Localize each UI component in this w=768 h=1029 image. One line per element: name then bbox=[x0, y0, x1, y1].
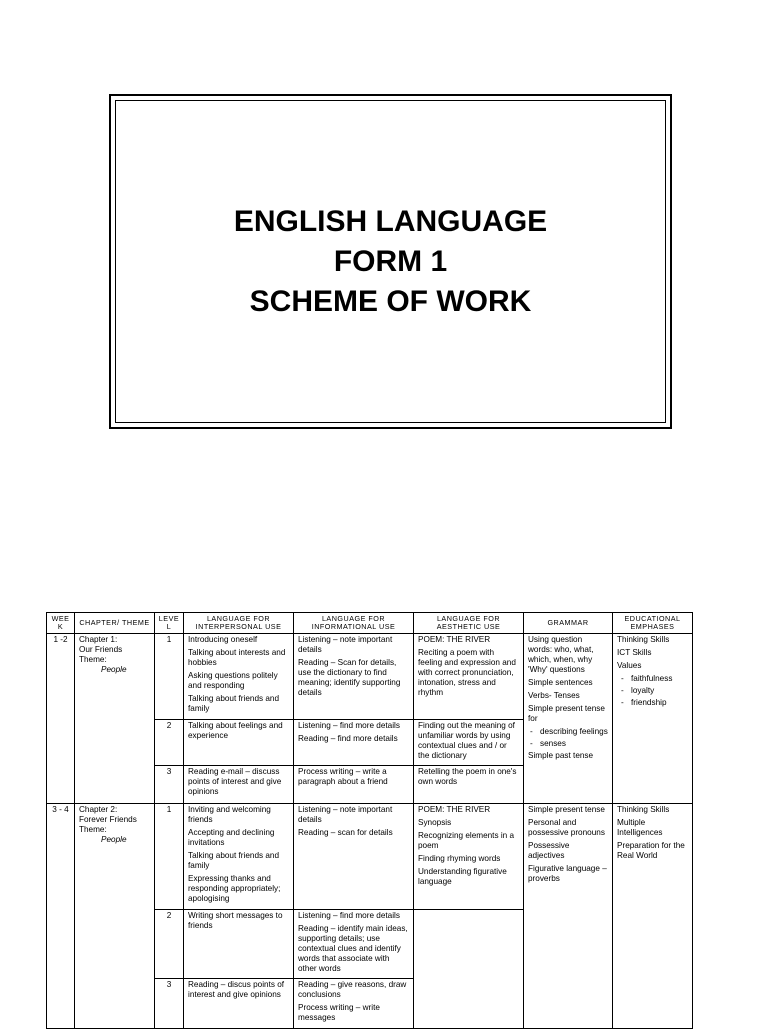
list-item: Reading – give reasons, draw conclusions bbox=[298, 980, 407, 999]
list-item: - friendship bbox=[621, 698, 688, 708]
interpersonal-cell bbox=[184, 910, 294, 979]
informational-cell bbox=[294, 804, 414, 910]
level-cell: 2 bbox=[155, 910, 184, 979]
header-grammar: GRAMMAR bbox=[524, 613, 613, 634]
list-item: Finding out the meaning of unfamiliar words by using contextual clues and / or the dictionary bbox=[418, 721, 515, 760]
aesthetic-cell bbox=[414, 910, 524, 1029]
list-item: Multiple Intelligences bbox=[617, 818, 663, 837]
level-cell: 2 bbox=[155, 720, 184, 766]
list-item: Possessive adjectives bbox=[528, 841, 570, 860]
list-item: Accepting and declining invitations bbox=[188, 828, 275, 847]
table-row bbox=[47, 804, 693, 910]
list-item: Talking about friends and family bbox=[188, 851, 280, 870]
list-item: POEM: THE RIVER bbox=[418, 635, 491, 644]
list-item: Talking about feelings and experience bbox=[188, 721, 283, 740]
list-item: Personal and possessive pronouns bbox=[528, 818, 605, 837]
list-item: ICT Skills bbox=[617, 648, 652, 657]
grammar-cell bbox=[524, 804, 613, 1029]
list-item: Introducing oneself bbox=[188, 635, 258, 644]
title-line-3: SCHEME OF WORK bbox=[249, 284, 532, 318]
list-item: Simple sentences bbox=[528, 678, 593, 687]
list-item: Inviting and welcoming friends bbox=[188, 805, 271, 824]
list-item: Reading – Scan for details, use the dictionary to find meaning; identify supporting details bbox=[298, 658, 401, 697]
week-value: 3 - 4 bbox=[52, 805, 69, 814]
list-item: POEM: THE RIVER bbox=[418, 805, 491, 814]
title-box bbox=[109, 94, 672, 429]
list-item: Reading – identify main ideas, supporting details; use contextual clues and identify words that associate with other words bbox=[298, 924, 408, 973]
list-item: Synopsis bbox=[418, 818, 452, 827]
interpersonal-cell bbox=[184, 634, 294, 720]
list-item: Thinking Skills bbox=[617, 805, 670, 814]
list-item: Recognizing elements in a poem bbox=[418, 831, 515, 850]
list-item: Process writing – write messages bbox=[298, 1003, 380, 1022]
list-item: Reciting a poem with feeling and expression and with correct pronunciation, intonation, stress and rhythm bbox=[418, 648, 516, 697]
header-aesthetic: LANGUAGE FOR AESTHETIC USE bbox=[414, 613, 524, 634]
informational-cell bbox=[294, 766, 414, 804]
chapter-name: Our Friends bbox=[79, 645, 123, 654]
list-item: Understanding figurative language bbox=[418, 867, 507, 886]
list-item: Reading – discus points of interest and give opinions bbox=[188, 980, 285, 999]
chapter-name: Forever Friends bbox=[79, 815, 137, 824]
chapter-cell bbox=[75, 634, 155, 804]
header-chapter: CHAPTER/ THEME bbox=[75, 613, 155, 634]
header-week: WEE K bbox=[47, 613, 75, 634]
aesthetic-cell bbox=[414, 634, 524, 720]
level-cell: 3 bbox=[155, 766, 184, 804]
list-item: Finding rhyming words bbox=[418, 854, 501, 863]
list-item: Listening – find more details bbox=[298, 721, 400, 730]
list-item: Reading e-mail – discuss points of interest and give opinions bbox=[188, 767, 282, 796]
list-item: Preparation for the Real World bbox=[617, 841, 685, 860]
list-item: Using question words: who, what, which, when, why 'Why' questions bbox=[528, 635, 594, 674]
header-interpersonal: LANGUAGE FOR INTERPERSONAL USE bbox=[184, 613, 294, 634]
list-item: Listening – note important details bbox=[298, 635, 393, 654]
table-row bbox=[47, 634, 693, 720]
list-item: Simple past tense bbox=[528, 751, 594, 760]
list-item: Talking about friends and family bbox=[188, 694, 280, 713]
list-item: - faithfulness bbox=[621, 674, 688, 684]
level-cell: 3 bbox=[155, 979, 184, 1029]
informational-cell bbox=[294, 634, 414, 720]
list-item: Writing short messages to friends bbox=[188, 911, 283, 930]
chapter-number: Chapter 1: bbox=[79, 635, 118, 644]
level-cell: 1 bbox=[155, 634, 184, 720]
header-level: LEVE L bbox=[155, 613, 184, 634]
list-item: Expressing thanks and responding appropriately; apologising bbox=[188, 874, 281, 903]
list-item: Values bbox=[617, 661, 642, 670]
list-item: Listening – find more details bbox=[298, 911, 400, 920]
list-item: Simple present tense for bbox=[528, 704, 605, 723]
chapter-number: Chapter 2: bbox=[79, 805, 118, 814]
emphases-cell bbox=[613, 804, 693, 1029]
list-item: Figurative language – proverbs bbox=[528, 864, 607, 883]
aesthetic-cell bbox=[414, 720, 524, 766]
list-item: Process writing – write a paragraph about a friend bbox=[298, 767, 388, 786]
list-item: - loyalty bbox=[621, 686, 688, 696]
level-cell: 1 bbox=[155, 804, 184, 910]
theme-label: Theme: bbox=[79, 655, 107, 664]
list-item: Asking questions politely and responding bbox=[188, 671, 278, 690]
theme-value: People bbox=[101, 835, 127, 844]
interpersonal-cell bbox=[184, 766, 294, 804]
theme-label: Theme: bbox=[79, 825, 107, 834]
list-item: Reading – scan for details bbox=[298, 828, 393, 837]
interpersonal-cell bbox=[184, 720, 294, 766]
list-item: - describing feelings bbox=[530, 727, 608, 737]
title-line-2: FORM 1 bbox=[333, 244, 448, 278]
header-row bbox=[47, 613, 693, 634]
aesthetic-cell bbox=[414, 766, 524, 804]
week-value: 1 -2 bbox=[53, 635, 68, 644]
title-inner-frame bbox=[115, 100, 666, 423]
week-cell bbox=[47, 634, 75, 804]
informational-cell bbox=[294, 910, 414, 979]
list-item: Listening – note important details bbox=[298, 805, 393, 824]
interpersonal-cell bbox=[184, 979, 294, 1029]
aesthetic-cell bbox=[414, 804, 524, 910]
list-item: Talking about interests and hobbies bbox=[188, 648, 286, 667]
grammar-cell bbox=[524, 634, 613, 804]
list-item: Retelling the poem in one's own words bbox=[418, 767, 517, 786]
list-item: Reading – find more details bbox=[298, 734, 398, 743]
list-item: Verbs- Tenses bbox=[528, 691, 580, 700]
list-item: Simple present tense bbox=[528, 805, 605, 814]
interpersonal-cell bbox=[184, 804, 294, 910]
title-line-1: ENGLISH LANGUAGE bbox=[233, 204, 548, 238]
header-informational: LANGUAGE FOR INFORMATIONAL USE bbox=[294, 613, 414, 634]
chapter-cell bbox=[75, 804, 155, 1029]
theme-value: People bbox=[101, 665, 127, 674]
week-cell bbox=[47, 804, 75, 1029]
list-item: - senses bbox=[530, 739, 608, 749]
informational-cell bbox=[294, 979, 414, 1029]
emphases-cell bbox=[613, 634, 693, 804]
list-item: Thinking Skills bbox=[617, 635, 670, 644]
informational-cell bbox=[294, 720, 414, 766]
scheme-of-work-table bbox=[46, 612, 693, 1029]
header-emphases: EDUCATIONAL EMPHASES bbox=[613, 613, 693, 634]
